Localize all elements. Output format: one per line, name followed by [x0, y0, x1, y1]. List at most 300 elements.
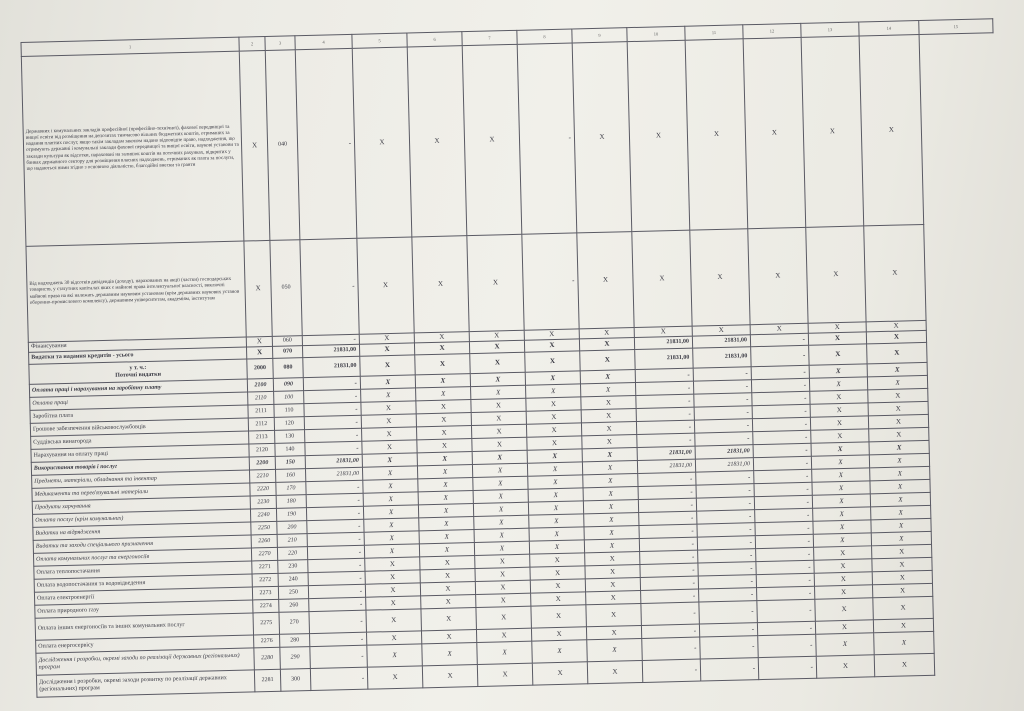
value-cell: X [471, 424, 526, 438]
value-cell: X [473, 476, 528, 490]
value-cell: X [816, 655, 875, 678]
value-cell: X [529, 514, 584, 528]
value-cell: X [632, 230, 692, 327]
value-cell: X [469, 340, 524, 353]
row-name-cell: Суддівська винагорода [31, 431, 249, 449]
value-cell: X [871, 531, 931, 545]
line-code-cell: 170 [276, 482, 306, 496]
value-cell: - [640, 550, 698, 564]
value-cell: X [360, 375, 415, 389]
line-code-cell: 080 [273, 358, 303, 379]
row-name-cell: Дослідження і розробки, окремі заходи по реалізації державних (регіональних) програм [36, 648, 254, 675]
value-cell: X [526, 410, 581, 424]
kekv-code-cell: 2210 [249, 469, 275, 483]
value-cell: X [815, 585, 873, 599]
value-cell: X [366, 609, 422, 632]
budget-table [20, 18, 1009, 698]
value-cell: X [529, 540, 584, 554]
value-cell: - [755, 508, 813, 522]
value-cell: - [308, 584, 365, 598]
value-cell: X [814, 559, 872, 573]
value-cell: X [361, 401, 416, 415]
value-cell: - [640, 576, 698, 590]
value-cell: 21831,00 [635, 348, 693, 369]
value-cell: X [367, 644, 423, 667]
row-name-cell: Продукти харчування [32, 496, 250, 514]
value-cell: X [527, 462, 582, 476]
row-name-cell: Оплата енергосервісу [36, 635, 254, 653]
line-code-cell: 250 [278, 586, 308, 600]
table-container [20, 18, 1007, 693]
value-cell: - [640, 563, 698, 577]
row-name-cell: Оплата інших енергоносіїв та інших комунальних послуг [35, 613, 253, 640]
value-cell: - [641, 624, 699, 638]
kekv-code-cell: 2281 [254, 669, 281, 692]
value-cell: X [352, 47, 412, 238]
row-name-cell: Медикаменти та перев'язувальні матеріали [32, 483, 250, 501]
value-cell: X [586, 625, 641, 639]
value-cell: X [810, 390, 868, 404]
row-name-cell: Дослідження і розробки, окремі заходи розвитку по реалізації державних (регіональних) програм [36, 670, 254, 697]
value-cell: X [530, 566, 585, 580]
value-cell: X [361, 388, 416, 402]
value-cell: X [584, 513, 639, 527]
value-cell: - [753, 430, 811, 444]
row-name-cell: Оплата комунальних послуг та енергоносіїв [33, 548, 251, 566]
value-cell: X [813, 533, 871, 547]
line-code-cell: 220 [277, 547, 307, 561]
value-cell: - [635, 368, 693, 382]
row-name-cell: Оплата праці [30, 392, 248, 410]
value-cell: 21831,00 [303, 356, 360, 377]
kekv-code-cell: 2271 [252, 560, 278, 574]
value-cell: - [694, 419, 752, 433]
value-cell: - [637, 433, 695, 447]
value-cell: X [867, 362, 927, 376]
value-cell: X [473, 502, 528, 516]
value-cell: X [474, 541, 529, 555]
value-cell: - [757, 586, 815, 600]
value-cell: X [419, 517, 474, 531]
column-number-header: 12 [743, 23, 801, 38]
value-cell: X [583, 474, 638, 488]
value-cell: - [641, 589, 699, 603]
value-cell: - [752, 391, 810, 405]
kekv-code-cell: 2100 [247, 378, 273, 392]
value-cell: - [638, 472, 696, 486]
value-cell: - [693, 380, 751, 394]
line-code-cell: 130 [275, 430, 305, 444]
value-cell: - [756, 547, 814, 561]
value-cell: X [582, 461, 637, 475]
value-cell: X [586, 603, 642, 626]
value-cell: X [583, 500, 638, 514]
value-cell: - [696, 484, 754, 498]
value-cell: X [872, 583, 932, 597]
value-cell: X [364, 544, 419, 558]
value-cell: X [811, 442, 869, 456]
value-cell: X [869, 440, 929, 454]
kekv-code-cell: 2274 [253, 599, 279, 613]
row-name-cell: Грошове забезпечення військовослужбовців [30, 418, 248, 436]
value-cell: X [579, 328, 634, 339]
value-cell: 21831,00 [693, 347, 751, 368]
value-cell: - [303, 376, 360, 390]
value-cell: - [700, 658, 759, 681]
line-code-cell: 070 [272, 346, 302, 359]
value-cell: - [753, 456, 811, 470]
value-cell: X [476, 606, 532, 629]
value-cell: - [306, 493, 363, 507]
value-cell: X [527, 436, 582, 450]
column-number-header: 15 [919, 19, 993, 35]
value-cell: X [816, 633, 875, 656]
value-cell: X [476, 593, 531, 607]
value-cell: X [587, 660, 643, 683]
value-cell: X [872, 570, 932, 584]
value-cell: X [365, 570, 420, 584]
value-cell: X [361, 414, 416, 428]
row-name-cell: Нарахування на оплату праці [31, 444, 249, 462]
footer-faded-page [920, 668, 980, 676]
row-name-cell: Оплата природного газу [35, 600, 253, 618]
value-cell: X [421, 608, 477, 631]
value-cell: X [809, 377, 867, 391]
value-cell: X [815, 598, 874, 621]
value-cell: - [638, 498, 696, 512]
value-cell: X [580, 370, 635, 384]
value-cell: - [752, 417, 810, 431]
column-number-header: 1 [21, 37, 239, 56]
value-cell: - [639, 524, 697, 538]
value-cell: X [471, 398, 526, 412]
value-cell: X [581, 422, 636, 436]
value-cell: X [530, 579, 585, 593]
value-cell: X [462, 44, 522, 235]
value-cell: X [362, 453, 417, 467]
value-cell: X [868, 414, 928, 428]
value-cell: X [531, 592, 586, 606]
value-cell: - [304, 415, 361, 429]
table-row [21, 33, 997, 247]
value-cell: - [517, 43, 577, 234]
value-cell: X [476, 628, 531, 642]
value-cell: X [814, 572, 872, 586]
row-name-cell: у т. ч.: Поточні видатки [29, 359, 247, 384]
value-cell: - [751, 378, 809, 392]
value-cell: - [700, 636, 759, 659]
value-cell: X [527, 449, 582, 463]
value-cell: X [809, 344, 867, 365]
value-cell: X [359, 333, 414, 344]
value-cell: - [695, 432, 753, 446]
value-cell: X [362, 466, 417, 480]
value-cell: - [754, 495, 812, 509]
line-code-cell: 060 [272, 336, 302, 347]
row-name-cell: Оплата праці і нарахування на заробітну плату [29, 379, 247, 397]
column-number-header: 2 [239, 36, 265, 51]
value-cell: - [757, 621, 815, 635]
value-cell: X [874, 631, 935, 654]
column-number-header: 6 [407, 32, 462, 47]
value-cell: X [810, 403, 868, 417]
value-cell: X [808, 322, 866, 333]
column-number-header: 11 [685, 25, 743, 40]
value-cell: X [585, 564, 640, 578]
value-cell: X [470, 372, 525, 386]
value-cell: X [585, 577, 640, 591]
value-cell: X [870, 466, 930, 480]
value-cell: X [415, 374, 470, 388]
value-cell: X [412, 236, 469, 333]
line-code-cell: 040 [265, 50, 300, 241]
value-cell: X [587, 638, 643, 661]
value-cell: X [870, 479, 930, 493]
value-cell: - [307, 532, 364, 546]
value-cell: X [872, 557, 932, 571]
line-code-cell: 200 [277, 521, 307, 535]
value-cell: X [870, 492, 930, 506]
value-cell: - [699, 623, 757, 637]
value-cell: X [867, 342, 927, 363]
column-number-header: 7 [462, 30, 517, 45]
kekv-code-cell: 2110 [248, 391, 274, 405]
value-cell: X [415, 354, 470, 375]
value-cell: - [305, 441, 362, 455]
value-cell: X [420, 556, 475, 570]
value-cell: X [586, 590, 641, 604]
value-cell: X [528, 501, 583, 515]
line-code-cell: 270 [279, 612, 310, 635]
row-name-cell: Оплата теплопостачання [34, 561, 252, 579]
value-cell: X [750, 323, 808, 334]
value-cell: X [813, 507, 871, 521]
kekv-code-cell: 2230 [250, 495, 276, 509]
value-cell: X [416, 413, 471, 427]
value-cell: - [697, 523, 755, 537]
line-code-cell: 180 [276, 495, 306, 509]
line-code-cell: 150 [275, 456, 305, 470]
value-cell: X [420, 569, 475, 583]
kekv-code-cell: X [244, 240, 272, 337]
kekv-code-cell: 2273 [252, 586, 278, 600]
value-cell: - [754, 482, 812, 496]
kekv-code-cell: 2111 [248, 404, 274, 418]
value-cell: X [531, 605, 587, 628]
value-cell: X [532, 662, 588, 685]
value-cell: X [420, 582, 475, 596]
line-code-cell: 140 [275, 443, 305, 457]
value-cell: - [307, 545, 364, 559]
footer-faded-text [330, 668, 490, 676]
value-cell: - [694, 393, 752, 407]
value-cell: X [417, 439, 472, 453]
line-code-cell: 120 [274, 417, 304, 431]
value-cell: X [472, 463, 527, 477]
column-number-header: 10 [627, 26, 685, 41]
value-cell: - [754, 469, 812, 483]
value-cell: - [306, 506, 363, 520]
value-cell: - [698, 549, 756, 563]
value-cell: - [642, 637, 701, 660]
value-cell: X [364, 531, 419, 545]
value-cell: - [304, 402, 361, 416]
value-cell: - [635, 381, 693, 395]
value-cell: 21831,00 [637, 459, 695, 473]
value-cell: X [530, 553, 585, 567]
value-cell: - [752, 404, 810, 418]
value-cell: 21831,00 [305, 454, 362, 468]
value-cell: - [751, 345, 809, 366]
value-cell: - [750, 333, 808, 346]
value-cell: X [585, 551, 640, 565]
value-cell: X [418, 491, 473, 505]
value-cell: X [871, 518, 931, 532]
value-cell: X [416, 426, 471, 440]
value-cell: X [869, 453, 929, 467]
value-cell: X [801, 36, 864, 227]
value-cell: X [577, 232, 634, 329]
value-cell: - [697, 510, 755, 524]
line-code-cell: 300 [280, 669, 311, 692]
value-cell: 21831,00 [692, 335, 750, 348]
value-cell: - [699, 601, 758, 624]
value-cell: X [748, 227, 808, 324]
value-cell: 21831,00 [695, 458, 753, 472]
line-code-cell: 210 [277, 534, 307, 548]
row-name-cell: Державних і комунальних закладів професійної (професійно-технічної), фахової передвищої та вищої освіти від розміщення на депозитах тимчасово вільних бюджетних коштів, отриманих за надання платних послуг, якщо такім закладам законом надано відповідне право, надходження, що отримують державні і комунальні заклади фахової передвищої та вищої освіти, наукові установи та заклади культури як відсотки, нараховані на залишок коштів на поточних рахунках, відкритих у банках державного сектору для розміщення власних надходжень, отриманих як плата за послуги, що надаються ними згідно з основною діяльністю, благодійні внески та гранти [21, 51, 244, 246]
value-cell: - [308, 558, 365, 572]
value-cell: X [743, 37, 806, 228]
value-cell: X [582, 448, 637, 462]
kekv-code-cell: 2112 [248, 417, 274, 431]
value-cell: - [755, 534, 813, 548]
value-cell: X [417, 465, 472, 479]
value-cell: - [639, 511, 697, 525]
row-name-cell: Фінансування [28, 337, 246, 352]
value-cell: X [627, 40, 690, 231]
value-cell: X [477, 641, 533, 664]
value-cell: - [642, 659, 701, 682]
value-cell: - [693, 367, 751, 381]
value-cell: - [751, 365, 809, 379]
column-number-header: 9 [572, 28, 627, 43]
value-cell: X [418, 478, 473, 492]
value-cell: X [474, 528, 529, 542]
value-cell: X [581, 409, 636, 423]
value-cell: X [416, 387, 471, 401]
value-cell: X [418, 504, 473, 518]
value-cell: X [365, 557, 420, 571]
value-cell: - [300, 238, 359, 335]
kekv-code-cell: 2220 [250, 482, 276, 496]
kekv-code-cell: 2280 [254, 647, 281, 670]
value-cell: X [472, 450, 527, 464]
row-name-cell: Видатки та заходи спеціального призначення [33, 535, 251, 553]
column-number-header: 3 [265, 36, 295, 51]
value-cell: X [867, 375, 927, 389]
value-cell: X [814, 546, 872, 560]
line-code-cell: 280 [280, 634, 310, 648]
value-cell: X [811, 455, 869, 469]
value-cell: X [529, 527, 584, 541]
kekv-code-cell: 2250 [251, 521, 277, 535]
value-cell: - [310, 632, 367, 646]
value-cell: X [414, 342, 469, 355]
value-cell: - [758, 656, 817, 679]
value-cell: X [690, 229, 750, 326]
value-cell: X [872, 544, 932, 558]
value-cell: - [304, 389, 361, 403]
value-cell: - [309, 597, 366, 611]
kekv-code-cell: 2200 [249, 456, 275, 470]
kekv-code-cell: 2276 [254, 634, 280, 648]
value-cell: - [305, 428, 362, 442]
value-cell: X [475, 580, 530, 594]
line-code-cell: 260 [279, 599, 309, 613]
value-cell: X [422, 642, 478, 665]
kekv-code-cell: 2260 [251, 534, 277, 548]
value-cell: - [641, 602, 700, 625]
column-number-header: 8 [517, 29, 572, 44]
row-name-cell: Оплата електроенергії [34, 587, 252, 605]
value-cell: X [583, 487, 638, 501]
value-cell: X [419, 543, 474, 557]
value-cell: X [362, 440, 417, 454]
value-cell: - [756, 560, 814, 574]
row-name-cell: Оплата водопостачання та водовідведення [34, 574, 252, 592]
value-cell: - [694, 406, 752, 420]
value-cell: X [525, 351, 580, 372]
line-code-cell: 110 [274, 404, 304, 418]
value-cell: X [472, 437, 527, 451]
value-cell: X [864, 224, 926, 321]
value-cell: X [469, 330, 524, 341]
value-cell: - [306, 480, 363, 494]
value-cell: X [866, 330, 926, 343]
value-cell: X [366, 596, 421, 610]
kekv-code-cell: 2120 [249, 443, 275, 457]
value-cell: X [471, 411, 526, 425]
line-code-cell: 240 [278, 573, 308, 587]
value-cell: - [310, 645, 368, 668]
value-cell: - [697, 536, 755, 550]
value-cell: X [473, 489, 528, 503]
row-name-cell: Предмети, матеріали, обладнання та інвентар [32, 470, 250, 488]
value-cell: X [416, 400, 471, 414]
line-code-cell: 290 [280, 647, 311, 670]
value-cell: - [699, 588, 757, 602]
value-cell: X [812, 468, 870, 482]
value-cell: - [636, 420, 694, 434]
value-cell: X [531, 627, 586, 641]
value-cell: X [806, 226, 866, 323]
column-number-header: 4 [295, 34, 352, 49]
value-cell: X [524, 329, 579, 340]
value-cell: 21831,00 [634, 336, 692, 349]
value-cell: X [812, 494, 870, 508]
value-cell: X [584, 526, 639, 540]
line-code-cell: 100 [274, 391, 304, 405]
column-number-header: 14 [859, 21, 919, 36]
row-name-cell: Заробітна плата [30, 405, 248, 423]
value-cell: - [696, 497, 754, 511]
value-cell: X [475, 554, 530, 568]
line-code-cell: 230 [278, 560, 308, 574]
value-cell: X [474, 515, 529, 529]
value-cell: - [753, 443, 811, 457]
value-cell: X [811, 429, 869, 443]
